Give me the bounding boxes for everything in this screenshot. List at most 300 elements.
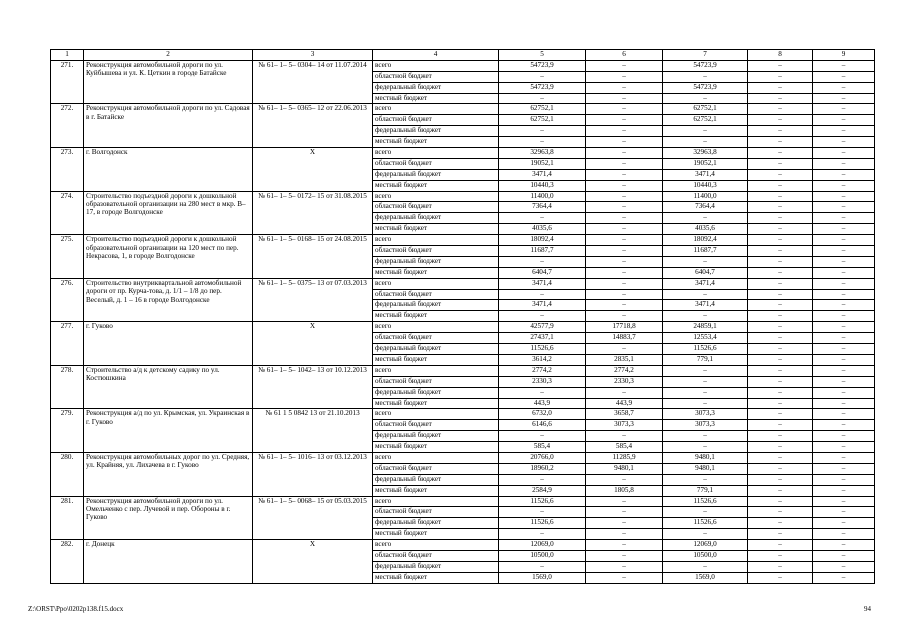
budget-value: – <box>813 442 875 453</box>
funding-source: местный бюджет <box>373 137 499 148</box>
object-name: Реконструкция а/д по ул. Крымская, ул. Украинская в г. Гуково <box>84 409 253 453</box>
budget-value: 3471,4 <box>499 300 586 311</box>
table-row <box>51 452 875 463</box>
funding-source: всего <box>373 540 499 551</box>
funding-source: всего <box>373 496 499 507</box>
budget-value: 14883,7 <box>586 333 663 344</box>
budget-value: – <box>499 507 586 518</box>
budget-value: 3073,3 <box>663 409 748 420</box>
budget-value: – <box>748 463 813 474</box>
budget-value: 42577,9 <box>499 322 586 333</box>
budget-value: – <box>748 442 813 453</box>
budget-value: – <box>663 93 748 104</box>
budget-value: – <box>586 126 663 137</box>
budget-value: – <box>499 431 586 442</box>
funding-source: федеральный бюджет <box>373 256 499 267</box>
budget-value: – <box>748 235 813 246</box>
document-reference: № 61– 1– 5– 0375– 13 от 07.03.2013 <box>253 278 373 322</box>
budget-value: 3471,4 <box>499 169 586 180</box>
budget-value: – <box>813 322 875 333</box>
budget-value: – <box>499 561 586 572</box>
budget-value: – <box>586 387 663 398</box>
funding-source: всего <box>373 278 499 289</box>
budget-value: – <box>663 365 748 376</box>
budget-value: – <box>813 191 875 202</box>
funding-source: местный бюджет <box>373 180 499 191</box>
funding-source: всего <box>373 60 499 71</box>
document-reference: Х <box>253 540 373 584</box>
funding-source: областной бюджет <box>373 71 499 82</box>
budget-value: 9480,1 <box>663 463 748 474</box>
row-number: 278. <box>51 365 84 409</box>
budget-value: – <box>813 344 875 355</box>
budget-value: – <box>813 267 875 278</box>
budget-value: – <box>586 300 663 311</box>
budget-value: – <box>748 333 813 344</box>
budget-value: – <box>813 518 875 529</box>
funding-source: местный бюджет <box>373 224 499 235</box>
budget-value: – <box>586 496 663 507</box>
budget-value: 18960,2 <box>499 463 586 474</box>
budget-value: 54723,9 <box>663 60 748 71</box>
column-header: 1 <box>51 50 84 61</box>
budget-value: – <box>813 311 875 322</box>
funding-source: федеральный бюджет <box>373 213 499 224</box>
row-number: 271. <box>51 60 84 104</box>
object-name: Реконструкция автомобильных дорог по ул. Средняя, ул. Крайняя, ул. Лихачева в г. Гуково <box>84 452 253 496</box>
footer-file-path: Z:\ORST\Ppo\0202p138.f15.docx <box>28 605 124 613</box>
funding-source: федеральный бюджет <box>373 300 499 311</box>
budget-value: – <box>586 169 663 180</box>
budget-value: – <box>748 169 813 180</box>
budget-value: 11285,9 <box>586 452 663 463</box>
budget-value: – <box>813 300 875 311</box>
budget-value: 585,4 <box>499 442 586 453</box>
budget-value: – <box>748 104 813 115</box>
table-row <box>51 540 875 551</box>
budget-value: – <box>748 60 813 71</box>
budget-value: – <box>813 256 875 267</box>
budget-value: 27437,1 <box>499 333 586 344</box>
column-header: 5 <box>499 50 586 61</box>
table-row <box>51 148 875 159</box>
budget-value: – <box>586 267 663 278</box>
budget-value: 2774,2 <box>499 365 586 376</box>
budget-value: 2330,3 <box>586 376 663 387</box>
budget-value: 1569,0 <box>663 572 748 583</box>
table-row <box>51 278 875 289</box>
budget-value: – <box>586 60 663 71</box>
budget-value: 779,1 <box>663 354 748 365</box>
budget-value: 3614,2 <box>499 354 586 365</box>
budget-value: – <box>748 148 813 159</box>
budget-value: – <box>748 431 813 442</box>
budget-value: – <box>586 71 663 82</box>
budget-value: – <box>748 485 813 496</box>
budget-value: – <box>586 235 663 246</box>
budget-value: – <box>586 344 663 355</box>
budget-value: – <box>663 256 748 267</box>
budget-value: – <box>586 550 663 561</box>
row-number: 273. <box>51 148 84 192</box>
table-row <box>51 104 875 115</box>
budget-value: – <box>748 420 813 431</box>
budget-value: – <box>663 137 748 148</box>
budget-value: – <box>813 561 875 572</box>
budget-value: – <box>499 387 586 398</box>
budget-value: – <box>586 224 663 235</box>
funding-source: федеральный бюджет <box>373 387 499 398</box>
budget-value: 6146,6 <box>499 420 586 431</box>
budget-value: 1805,8 <box>586 485 663 496</box>
funding-source: местный бюджет <box>373 572 499 583</box>
budget-value: 9480,1 <box>586 463 663 474</box>
budget-value: – <box>663 431 748 442</box>
budget-value: – <box>663 311 748 322</box>
row-number: 280. <box>51 452 84 496</box>
funding-source: областной бюджет <box>373 333 499 344</box>
funding-source: областной бюджет <box>373 507 499 518</box>
document-reference: № 61– 1– 5– 0168– 15 от 24.08.2015 <box>253 235 373 279</box>
budget-value: – <box>748 540 813 551</box>
table-row <box>51 409 875 420</box>
budget-value: – <box>748 452 813 463</box>
budget-value: – <box>499 71 586 82</box>
funding-source: областной бюджет <box>373 463 499 474</box>
funding-source: федеральный бюджет <box>373 344 499 355</box>
budget-value: – <box>748 311 813 322</box>
budget-value: 6732,0 <box>499 409 586 420</box>
budget-value: – <box>748 409 813 420</box>
budget-value: – <box>586 518 663 529</box>
budget-value: – <box>813 452 875 463</box>
document-reference: № 61– 1– 5– 0365– 12 от 22.06.2013 <box>253 104 373 148</box>
budget-value: – <box>748 224 813 235</box>
budget-value: 17718,8 <box>586 322 663 333</box>
budget-value: – <box>586 180 663 191</box>
budget-value: – <box>748 344 813 355</box>
budget-value: 11400,0 <box>663 191 748 202</box>
column-header: 8 <box>748 50 813 61</box>
budget-value: 3471,4 <box>663 300 748 311</box>
column-header: 7 <box>663 50 748 61</box>
budget-value: – <box>586 213 663 224</box>
row-number: 276. <box>51 278 84 322</box>
object-name: Реконструкция автомобильной дороги по ул. Садовая в г. Батайске <box>84 104 253 148</box>
budget-value: – <box>813 60 875 71</box>
funding-source: местный бюджет <box>373 442 499 453</box>
budget-value: – <box>748 126 813 137</box>
budget-value: 4035,6 <box>663 224 748 235</box>
budget-value: – <box>586 158 663 169</box>
table-row <box>51 365 875 376</box>
funding-source: местный бюджет <box>373 93 499 104</box>
budget-value: – <box>813 387 875 398</box>
funding-source: всего <box>373 322 499 333</box>
budget-value: 11526,6 <box>499 344 586 355</box>
budget-value: 4035,6 <box>499 224 586 235</box>
budget-value: – <box>586 191 663 202</box>
budget-value: 10440,3 <box>663 180 748 191</box>
budget-value: 585,4 <box>586 442 663 453</box>
row-number: 279. <box>51 409 84 453</box>
budget-value: 6404,7 <box>499 267 586 278</box>
table-row <box>51 235 875 246</box>
budget-value: 12069,0 <box>499 540 586 551</box>
funding-source: федеральный бюджет <box>373 169 499 180</box>
budget-value: 1569,0 <box>499 572 586 583</box>
row-number: 272. <box>51 104 84 148</box>
budget-value: – <box>748 180 813 191</box>
budget-value: 2584,9 <box>499 485 586 496</box>
document-reference: № 61 1 5 0842 13 от 21.10.2013 <box>253 409 373 453</box>
budget-value: – <box>586 93 663 104</box>
funding-source: областной бюджет <box>373 420 499 431</box>
budget-value: – <box>586 289 663 300</box>
budget-value: 3471,4 <box>499 278 586 289</box>
budget-value: – <box>813 213 875 224</box>
budget-value: – <box>586 561 663 572</box>
budget-value: – <box>813 420 875 431</box>
funding-source: местный бюджет <box>373 354 499 365</box>
budget-value: – <box>813 365 875 376</box>
funding-source: областной бюджет <box>373 158 499 169</box>
budget-value: – <box>663 474 748 485</box>
budget-value: 11526,6 <box>663 496 748 507</box>
budget-value: – <box>748 82 813 93</box>
budget-value: – <box>748 398 813 409</box>
budget-value: – <box>663 126 748 137</box>
row-number: 281. <box>51 496 84 540</box>
budget-value: – <box>748 278 813 289</box>
document-reference: Х <box>253 148 373 192</box>
budget-value: – <box>813 333 875 344</box>
funding-source: местный бюджет <box>373 529 499 540</box>
budget-value: – <box>813 507 875 518</box>
budget-value: – <box>748 354 813 365</box>
budget-value: – <box>663 376 748 387</box>
budget-value: – <box>813 529 875 540</box>
budget-value: – <box>586 507 663 518</box>
budget-value: – <box>813 463 875 474</box>
budget-value: 11526,6 <box>663 518 748 529</box>
budget-value: – <box>748 529 813 540</box>
budget-value: 443,9 <box>499 398 586 409</box>
budget-value: – <box>813 485 875 496</box>
funding-source: всего <box>373 104 499 115</box>
budget-value: – <box>586 256 663 267</box>
budget-value: – <box>748 474 813 485</box>
funding-source: всего <box>373 365 499 376</box>
budget-value: – <box>748 93 813 104</box>
budget-value: – <box>748 202 813 213</box>
funding-source: областной бюджет <box>373 202 499 213</box>
document-reference: № 61– 1– 5– 0304– 14 от 11.07.2014 <box>253 60 373 104</box>
budget-value: – <box>748 191 813 202</box>
budget-value: – <box>586 104 663 115</box>
budget-value: – <box>813 246 875 257</box>
budget-value: – <box>813 376 875 387</box>
budget-value: – <box>499 137 586 148</box>
budget-value: 3073,3 <box>663 420 748 431</box>
column-header: 4 <box>373 50 499 61</box>
budget-value: 18092,4 <box>663 235 748 246</box>
object-name: Строительство внутриквартальной автомобильной дороги от пр. Курча-това, д. 1/1 – 1/8 до пер. Веселый, д. 1 – 16 в городе Волгодонске <box>84 278 253 322</box>
budget-value: 11400,0 <box>499 191 586 202</box>
budget-value: 20766,0 <box>499 452 586 463</box>
budget-value: – <box>663 71 748 82</box>
budget-value: – <box>663 213 748 224</box>
document-reference: № 61– 1– 5– 0172– 15 от 31.08.2015 <box>253 191 373 235</box>
budget-value: – <box>813 93 875 104</box>
budget-value: 11687,7 <box>499 246 586 257</box>
budget-value: – <box>748 246 813 257</box>
object-name: г. Волгодонск <box>84 148 253 192</box>
document-reference: № 61– 1– 5– 0068– 15 от 05.03.2015 <box>253 496 373 540</box>
budget-value: – <box>499 93 586 104</box>
budget-value: – <box>586 137 663 148</box>
budget-value: 6404,7 <box>663 267 748 278</box>
budget-value: – <box>499 529 586 540</box>
budget-value: 54723,9 <box>663 82 748 93</box>
column-header: 2 <box>84 50 253 61</box>
budget-value: 10440,3 <box>499 180 586 191</box>
budget-value: 7364,4 <box>499 202 586 213</box>
object-name: Реконструкция автомобильной дороги по ул. Омельченко с пер. Лучевой и пер. Обороны в г. Гуково <box>84 496 253 540</box>
funding-source: федеральный бюджет <box>373 431 499 442</box>
funding-source: всего <box>373 191 499 202</box>
budget-value: – <box>813 431 875 442</box>
budget-value: – <box>748 289 813 300</box>
table-row <box>51 496 875 507</box>
budget-value: 54723,9 <box>499 60 586 71</box>
budget-value: – <box>748 518 813 529</box>
funding-source: всего <box>373 148 499 159</box>
budget-value: 62752,1 <box>499 104 586 115</box>
budget-value: 62752,1 <box>499 115 586 126</box>
budget-value: – <box>813 572 875 583</box>
column-header: 6 <box>586 50 663 61</box>
budget-value: – <box>813 278 875 289</box>
column-header: 9 <box>813 50 875 61</box>
funding-source: федеральный бюджет <box>373 82 499 93</box>
budget-value: – <box>499 256 586 267</box>
budget-value: – <box>748 115 813 126</box>
budget-value: – <box>813 540 875 551</box>
budget-value: – <box>748 496 813 507</box>
budget-value: 779,1 <box>663 485 748 496</box>
funding-source: местный бюджет <box>373 485 499 496</box>
budget-value: – <box>813 148 875 159</box>
budget-value: – <box>813 202 875 213</box>
budget-value: 3073,3 <box>586 420 663 431</box>
object-name: г. Донецк <box>84 540 253 584</box>
budget-value: – <box>813 550 875 561</box>
document-reference: № 61– 1– 5– 1016– 13 от 03.12.2013 <box>253 452 373 496</box>
budget-value: 3658,7 <box>586 409 663 420</box>
budget-value: – <box>663 442 748 453</box>
budget-value: – <box>499 474 586 485</box>
budget-value: – <box>813 496 875 507</box>
document-reference: Х <box>253 322 373 366</box>
budget-value: – <box>499 213 586 224</box>
budget-value: 19052,1 <box>663 158 748 169</box>
budget-value: – <box>663 398 748 409</box>
object-name: Строительство а/д к детскому садику по ул. Костюшкина <box>84 365 253 409</box>
budget-value: – <box>663 561 748 572</box>
funding-source: всего <box>373 235 499 246</box>
budget-value: – <box>748 71 813 82</box>
budget-value: 10500,0 <box>499 550 586 561</box>
funding-source: областной бюджет <box>373 246 499 257</box>
table-row <box>51 191 875 202</box>
budget-value: – <box>813 126 875 137</box>
budget-value: 62752,1 <box>663 104 748 115</box>
footer-page-number: 94 <box>864 605 871 613</box>
row-number: 274. <box>51 191 84 235</box>
budget-value: – <box>586 115 663 126</box>
budget-value: – <box>748 267 813 278</box>
funding-source: федеральный бюджет <box>373 518 499 529</box>
budget-value: – <box>813 235 875 246</box>
funding-source: областной бюджет <box>373 550 499 561</box>
funding-source: федеральный бюджет <box>373 126 499 137</box>
budget-value: – <box>499 289 586 300</box>
object-name: Строительство подъездной дороги к дошкольной образовательной организации на 280 мест в мкр. В– 17, в городе Волгодонске <box>84 191 253 235</box>
funding-source: всего <box>373 452 499 463</box>
budget-value: 11526,6 <box>499 518 586 529</box>
budget-value: – <box>586 82 663 93</box>
object-name: Строительство подъездной дороги к дошкольной образовательной организации на 120 мест по пер. Некрасова, 1, в городе Волгодонске <box>84 235 253 279</box>
budget-value: 3471,4 <box>663 278 748 289</box>
budget-value: – <box>586 311 663 322</box>
budget-value: – <box>586 278 663 289</box>
budget-value: – <box>813 137 875 148</box>
budget-value: 32963,8 <box>663 148 748 159</box>
budget-value: – <box>499 126 586 137</box>
budget-value: – <box>813 224 875 235</box>
budget-value: – <box>748 256 813 267</box>
row-number: 275. <box>51 235 84 279</box>
column-header: 3 <box>253 50 373 61</box>
funding-source: федеральный бюджет <box>373 561 499 572</box>
budget-value: – <box>813 158 875 169</box>
budget-value: – <box>663 529 748 540</box>
budget-value: – <box>586 431 663 442</box>
budget-value: – <box>748 572 813 583</box>
budget-value: – <box>586 148 663 159</box>
table-row <box>51 60 875 71</box>
budget-value: 443,9 <box>586 398 663 409</box>
budget-value: – <box>813 289 875 300</box>
budget-value: 19052,1 <box>499 158 586 169</box>
budget-value: – <box>813 71 875 82</box>
budget-value: – <box>748 376 813 387</box>
budget-value: – <box>586 474 663 485</box>
budget-value: – <box>813 354 875 365</box>
budget-value: – <box>748 300 813 311</box>
budget-value: 3471,4 <box>663 169 748 180</box>
funding-source: областной бюджет <box>373 115 499 126</box>
budget-value: – <box>499 311 586 322</box>
budget-value: – <box>748 158 813 169</box>
budget-value: – <box>813 82 875 93</box>
budget-value: 9480,1 <box>663 452 748 463</box>
budget-value: 12553,4 <box>663 333 748 344</box>
budget-value: 10500,0 <box>663 550 748 561</box>
budget-value: 2835,1 <box>586 354 663 365</box>
budget-value: – <box>748 213 813 224</box>
